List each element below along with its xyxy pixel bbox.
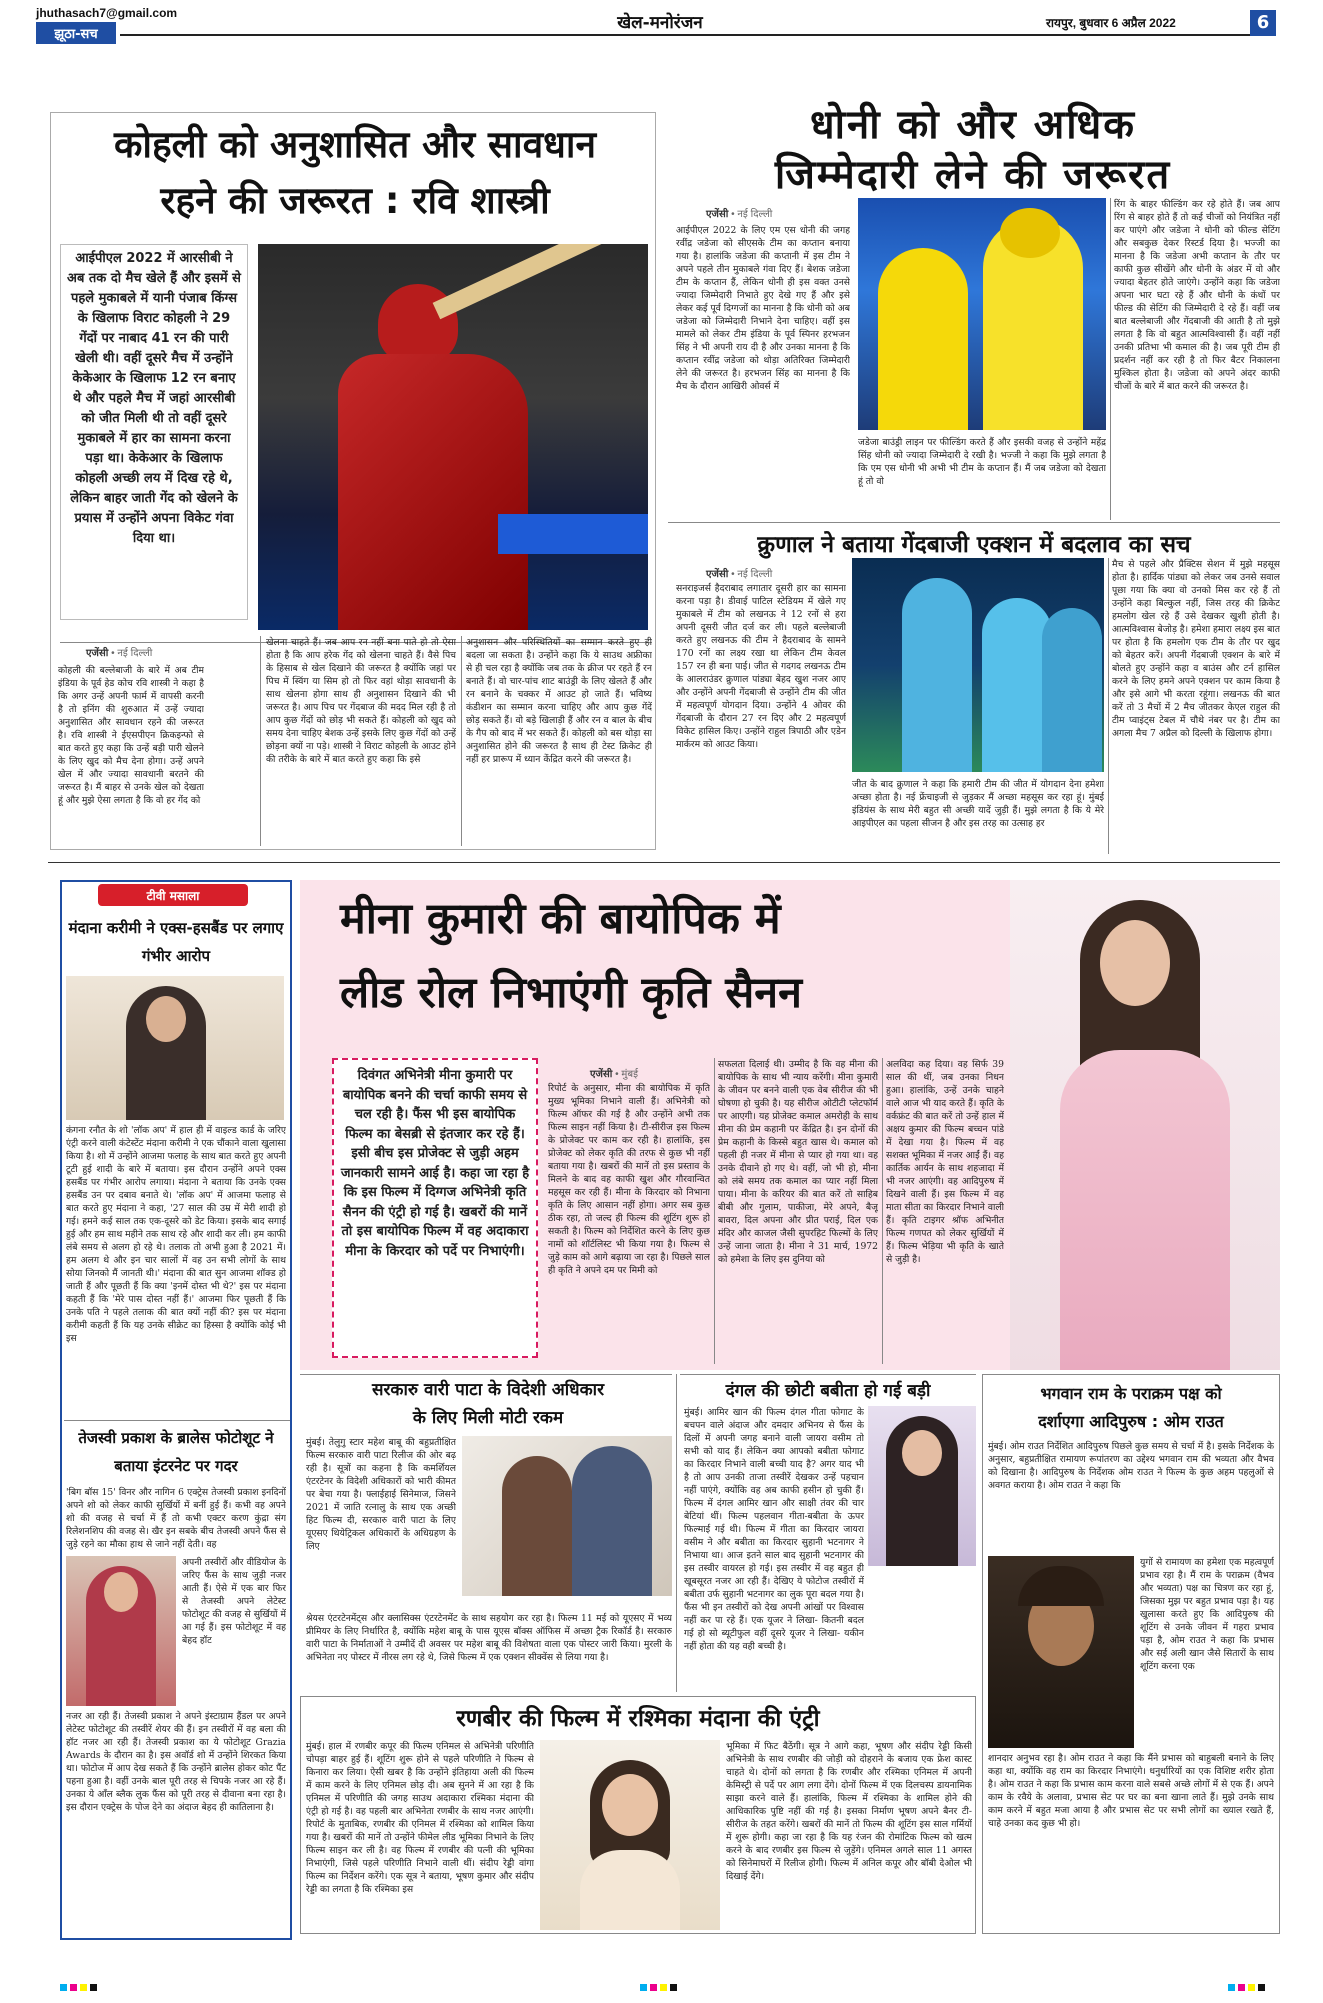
- sarkaru-headline-line1: सरकारु वारी पाटा के विदेशी अधिकार: [371, 1380, 605, 1400]
- sarkaru-photo-man: [572, 1446, 652, 1596]
- mandana-headline: मंदाना करीमी ने एक्स-हसबैंड पर लगाए गंभीर आरोप: [68, 919, 284, 965]
- krunal-headline: क्रुणाल ने बताया गेंदबाजी एक्शन में बदलाव का सच: [757, 532, 1191, 558]
- kriti-photo-dress: [1060, 1050, 1230, 1370]
- meena-intro-box: [332, 1058, 538, 1358]
- kohli-photo-bat: [433, 244, 604, 319]
- krunal-photo-player3: [1042, 608, 1102, 772]
- ranbir-headline: रणबीर की फिल्म में रश्मिका मंदाना की एंट्री: [456, 1706, 820, 1732]
- dangal-headline: दंगल की छोटी बबीता हो गई बड़ी: [725, 1381, 931, 1401]
- tejasswi-text1: 'बिग बॉस 15' विनर और नागिन 6 एक्ट्रेस तेजस्वी प्रकाश इनदिनों अपने शो को लेकर काफी सुर्खियों में बनीं हुई हैं। कभी वह अपने शो की वजह से चर्चा में हैं तो कभी एक्टर करण कुंद्रा संग रिलेशनशिप की वजह से। खैर इन सबके बीच तेजस्वी अपने फैंस से जुड़े रहने का मौका हाथ से जाने नहीं देती। वह: [66, 1487, 286, 1550]
- ranbir-col2: भूमिका में फिट बैठेंगी। सूत्र ने आगे कहा, भूषण और संदीप रेड्डी किसी अभिनेत्री के साथ रणबीर की जोड़ी को दोहराने के बजाय एक फ्रेश कास्ट चाहते थे। दोनों को लगता है कि रणबीर और रश्मिका एनिमल में अपनी केमिस्ट्री से पर्दे पर आग लगा देंगे। दोनों फिल्म में एक दिलचस्प डायनामिक साझा करने वाले हैं। हालांकि, फिल्म में रश्मिका के शामिल होने की आधिकारिक पुष्टि नहीं की गई है। इसका निर्माण भूषण अपने बैनर टी-सीरीज के तहत करेंगे। खबरों की मानें तो फिल्म की शूटिंग इस साल गर्मियों में शुरू होगी। कहा जा रहा है कि यह रंजन की रोमांटिक फिल्म को खत्म करने के बाद रणबीर इस फिल्म से जुड़ेंगे। एनिमल अगले साल 11 अगस्त को सिनेमाघरों में रिलीज होगी। फिल्म में अनिल कपूर और बॉबी देओल भी दिखाई देंगे।: [726, 1741, 972, 1882]
- dhoni-col1: आईपीएल 2022 के लिए एम एस धोनी की जगह रवींद्र जडेजा को सीएसके टीम का कप्तान बनाया गया है। हालांकि जडेजा की कप्तानी में इस टीम ने अपने पहले तीन मुकाबले गंवा दिए हैं। बेशक जडेजा टीम के कप्तान हैं, लेकिन धोनी ही इस वक्त उनसे ज्यादा जिम्मेदारी निभाते हुए देखे गए हैं और इसे लेकर कई पूर्व दिग्गजों का मानना है कि धोनी को अब जडेजा को जिम्मेदारी निभाने देना चाहिए। वहीं इस मामले को लेकर टीम इंडिया के पूर्व स्पिनर हरभजन सिंह ने भी अपनी राय दी है और उनका मानना है कि कप्तान रवींद्र जडेजा को थोड़ा अतिरिक्त जिम्मेदारी लेने की जरूरत है। हरभजन सिंह का मानना है कि मैच के दौरान आखिरी ओवर्स में: [676, 225, 850, 392]
- meena-agency: एजेंसी • मुंबई: [590, 1069, 638, 1080]
- adipurush-headline-line2: दर्शाएगा आदिपुरुष : ओम राउत: [1038, 1412, 1224, 1431]
- mandana-photo: [66, 976, 284, 1120]
- registration-marks-center: [640, 1984, 677, 1991]
- meena-headline-line1: मीना कुमारी की बायोपिक में: [340, 894, 781, 944]
- header-rule: [120, 34, 1275, 36]
- kohli-col-rule2: [461, 636, 462, 846]
- sarkaru-top-rule: [300, 1374, 672, 1375]
- tejasswi-photo-face: [104, 1572, 138, 1612]
- adipurush-col2: युगों से रामायण का हमेशा एक महत्वपूर्ण प्रभाव रहा है। मैं राम के पराक्रम (वैभव और भव्यता) पक्ष का चित्रण कर रहा हूं, जिसका मुझ पर बहुत प्रभाव पड़ा है। यह खुलासा करते हुए कि आदिपुरुष की शूटिंग से उनके जीवन में गहरा प्रभाव पड़ा है, ओम राउत ने कहा कि प्रभास और सई अली खान जैसे सितारों के साथ शूटिंग करना एक: [1140, 1557, 1274, 1672]
- rashmika-photo: [540, 1740, 720, 1930]
- tv-divider: [64, 1420, 290, 1421]
- kohli-col2: खेलना चाहते हैं। जब आप रन नहीं बना पाते हो तो ऐसा होता है कि आप हरेक गेंद को खेलना चाहते हैं। वैसे पिच के हिसाब से खेल दिखाने की जरूरत है क्योंकि जहां पर पिच में स्विंग या सिम हो तो फिर वहां थोड़ा सावधानी के साथ खेलना होगा साथ ही अनुशासन दिखाने की भी जरूरत है। आप पिच पर गेंदबाज की मदद मिल रही है तो आप कुछ गेंदों को छोड़ भी सकते हैं। कोहली को खुद को समय देना चाहिए बेशक उन्हें इसके लिए कुछ गेंदों को उन्हें छोड़ना क्यों ना पड़े। शास्त्री ने विराट कोहली के आउट होने की तरीके के बारे में बात करते हुए कहा कि इसे: [266, 637, 456, 765]
- krunal-col3: मैच से पहले और प्रैक्टिस सेशन में मुझे महसूस होता है। हार्दिक पांड्या को लेकर जब उनसे सवाल पूछा गया कि क्या वो उनको मिस कर रहे हैं तो उन्होंने कहा बिल्कुल नहीं, जिस तरह की क्रिकेट हमलोग खेल रहे हैं उसे देखकर खुशी होती है। आत्मविश्वास बेजोड़ है। हमेशा हमारा लक्ष्य इस बात पर होता है कि हमलोग एक टीम के तौर पर खुद को बेहतर करें। अपनी गेंदबाजी एक्शन के बारे में बोलते हुए उन्होंने कहा व बाउंस और टर्न हासिल करने के लिए हमने अपने एक्शन पर काम किया है और इसे आगे भी करता रहूंगा। लखनऊ की बात करें तो 3 मैचों में 2 मैच जीतकर केएल राहुल की टीम प्वाइंट्स टेबल में चौथे नंबर पर है। टीम का अगला मैच 7 अप्रैल को दिल्ली के खिलाफ होगा।: [1112, 559, 1280, 739]
- krunal-col-rule: [1108, 558, 1109, 854]
- dhoni-photo-player1: [878, 248, 968, 430]
- dangal-photo-face: [902, 1430, 942, 1476]
- sarkaru-photo-woman: [502, 1456, 572, 1596]
- dhoni-col3: रिंग के बाहर फील्डिंग कर रहे होते हैं। जब आप रिंग से बाहर होते हैं तो कई चीजों को नियंत्रित नहीं कर पाएंगे और जडेजा ने धोनी को फील्ड सेटिंग और सबकुछ देकर रिस्टर्ड दिया है। भज्जी का मानना है कि जडेजा अभी कप्तान के तौर पर काफी कुछ सीखेंगे और धोनी के अंडर में वो और ज्यादा बेहतर होते जाएंगे। उन्होंने कहा कि जडेजा अपना भार घटा रहे हैं और धोनी के कंधों पर फील्ड की सेटिंग की जिम्मेदारी दे रहे हैं। वहीं जब बात बल्लेबाजी और गेंदबाजी की आती है तो मुझे लगता है कि वो बहुत आत्मविश्वासी हैं। वहीं नहीं उनकी प्रतिभा भी कमाल की है। जब पूरी टीम ही प्रदर्शन नहीं कर रही है तो फिर बैटर निकालना मुश्किल होता है। जडेजा को अपने अंदर काफी चीजों के बारे में बात करने की जरूरत है।: [1114, 199, 1280, 392]
- dangal-left-rule: [676, 1374, 677, 1692]
- dangal-photo: [868, 1406, 976, 1566]
- kohli-intro-text: आईपीएल 2022 में आरसीबी ने अब तक दो मैच खेले हैं और इसमें से पहले मुकाबले में यानी पंजाब किंग्स के खिलाफ विराट कोहली ने 29 गेंदों पर नाबाद 41 रन की पारी खेली थी। वहीं दूसरे मैच में उन्होंने केकेआर के खिलाफ 12 रन बनाए थे और पहले मैच में जहां आरसीबी को जीत मिली थी तो वहीं दूसरे मुकाबले में हार का सामना करना पड़ा था। केकेआर के खिलाफ कोहली अच्छी लय में दिख रहे थे, लेकिन बाहर जाती गेंद को खेलने के प्रयास में उन्होंने अपना विकेट गंवा दिया था।: [67, 251, 241, 546]
- registration-marks-right: [1228, 1984, 1265, 1991]
- dateline: रायपुर, बुधवार 6 अप्रैल 2022: [1046, 16, 1176, 30]
- page-number: 6: [1250, 10, 1276, 36]
- kohli-photo-body: [338, 354, 528, 630]
- krunal-agency: एजेंसी • नई दिल्ली: [706, 569, 773, 580]
- meena-intro-text: दिवंगत अभिनेत्री मीना कुमारी पर बायोपिक बनने की चर्चा काफी समय से चल रही है। फैंस भी इस बायोपिक फिल्म का बेसब्री से इंतजार कर रहे हैं। इसी बीच इस प्रोजेक्ट से जुड़ी अहम जानकारी सामने आई है। कहा जा रहा है कि इस फिल्म में दिग्गज अभिनेत्री कृति सैनन की एंट्री हो गई है। खबरों की मानें तो इस बायोपिक फिल्म में वह अदाकारा मीना के किरदार को पर्दे पर निभाएंगी।: [340, 1068, 530, 1259]
- krunal-col1: सनराइजर्स हैदराबाद लगातार दूसरी हार का सामना करना पड़ा है। डीवाई पाटिल स्टेडियम में खेले गए मुकाबले में टीम को लखनऊ ने 12 रनों से हरा अपनी दूसरी जीत दर्ज कर ली। पहले बल्लेबाजी करते हुए लखनऊ की टीम ने हैदराबाद के सामने 170 रनों का लक्ष्य रखा था लेकिन टीम केवल 157 रन ही बना पाई। जीत से गदगद लखनऊ टीम के आलराउंडर क्रुणाल पांड्या बेहद खुश नजर आए और उन्होंने अपनी गेंदबाजी से उन्होंने टीम की जीत में महत्वपूर्ण योगदान दिया। उन्होंने 4 ओवर की गेंदबाजी के दौरान 27 रन दिए और 2 महत्वपूर्ण विकेट हासिल किए। उन्होंने राहुल त्रिपाठी और एडेन मार्करम को आउट किया।: [676, 583, 846, 750]
- krunal-photo-player1: [902, 578, 972, 772]
- kriti-photo-face: [1100, 920, 1170, 1006]
- email-text: jhuthasach7@gmail.com: [36, 6, 178, 20]
- sarkaru-col2: श्रेयस एंटरटेनमेंट्स और क्लासिक्स एंटरटेनमेंट के साथ सहयोग कर रहा है। फिल्म 11 मई को यूएसए में भव्य प्रीमियर के लिए निर्धारित है, क्योंकि महेश बाबू के पास यूएस बॉक्स ऑफिस में अच्छा ट्रैक रिकॉर्ड है। सरकारु वारी पाटा के निर्माताओं ने उम्मीदें दी अवसर पर महेश बाबू की विशेषता वाला एक पोस्टर जारी किया। मुरली के अभिनेता नए पोस्टर में नीरस लग रहे थे, जिसे फिल्म में एक एक्शन सीक्वेंस से लिया गया है।: [306, 1613, 672, 1663]
- tejasswi-text2: अपनी तस्वीरों और वीडियोज के जरिए फैंस के साथ जुड़ी नजर आती हैं। ऐसे में एक बार फिर से तेजस्वी अपने लेटेस्ट फोटोशूट की वजह से सुर्खियों में आ गई हैं। इस फोटोशूट में वह बेहद हॉट: [182, 1557, 286, 1646]
- sarkaru-col1: मुंबई। तेलुगु स्टार महेश बाबू की बहुप्रतीक्षित फिल्म सरकारु वारी पाटा रिलीज की ओर बढ़ रही है। सूत्रों का कहना है कि कमर्शियल एंटरटेनर के विदेशी अधिकारों को भारी कीमत पर बेचा गया है। फ्लाईहाई सिनेमाज, जिसने 2021 में जाति रत्नालु के साथ एक अच्छी हिट फिल्म दी, सरकारु वारी पाटा के लिए यूएसए थियेट्रिकल अधिकारों के अधिग्रहण के लिए: [306, 1437, 456, 1552]
- sarkaru-headline-line2: के लिए मिली मोटी रकम: [412, 1408, 564, 1428]
- dhoni-headline-line1: धोनी को और अधिक: [810, 102, 1136, 148]
- meena-col-rule2: [882, 1058, 883, 1364]
- mandana-text: कंगना रनौत के शो 'लॉक अप' में हाल ही में वाइल्ड कार्ड के जरिए एंट्री करने वाली कंटेस्टेंट मंदाना करीमी ने एक चौंकाने वाला खुलासा किया है। शो में उन्होंने आजमा फलाह के साथ बात करते हुए अपनी टूटी हुई शादी के बारे में बताया। इस दौरान उन्होंने अपने एक्स हसबैंड पर गंभीर आरोप लगाया। मंदाना ने बताया कि उनके एक्स हसबैंड उन पर दबाव बनाते थे। 'लॉक अप' में आजमा फलाह से बात करते हुए मंदाना ने कहा, '27 साल की उम्र में मेरी शादी हो गई। हमने कई साल तक एक-दूसरे को डेट किया। इसके बाद सगाई हुई और हम साथ महीने तक साथ रहे और शादी कर ली। हम काफी लंबे समय से अलग हो रहे थे। तलाक तो अभी हुआ है 2021 में। हम अलग थे और इन चार सालों में वह उन सभी लोगों के साथ सोया जिनको मैं जानती थी।' मंदाना की बात सुन आजमा शॉक्ड हो जाती हैं और पूछती हैं कि क्या 'इनमें दोस्त भी थे?' इस पर मंदाना कहती हैं कि 'मेरे पास दोस्त नहीं हैं।' आजमा फिर पूछती हैं कि उनके पति ने पहले तलाक की बात क्यों नहीं की? इस पर मंदाना करीमी कहती हैं कि यह उनके सीक्रेट का हिस्सा है क्योंकि कोई भी इस: [66, 1125, 286, 1344]
- mandana-photo-face: [146, 996, 186, 1042]
- rashmika-photo-dress: [580, 1850, 680, 1930]
- kohli-headline-line1: कोहली को अनुशासित और सावधान: [113, 123, 597, 166]
- dhoni-col2: जडेजा बाउंड्री लाइन पर फील्डिंग करते हैं और इसकी वजह से उन्होंने महेंद्र सिंह धोनी को ज्यादा जिम्मेदारी दे रखी है। भज्जी ने कहा कि मुझे लगता है कि एम एस धोनी भी अभी भी टीम के कप्तान हैं। मैं जब जडेजा को देखता हूं तो वो: [858, 437, 1106, 487]
- rashmika-photo-face: [602, 1774, 658, 1836]
- ranbir-col1: मुंबई। हाल में रणबीर कपूर की फिल्म एनिमल से अभिनेत्री परिणीति चोपड़ा बाहर हुई हैं। शूटिंग शुरू होने से पहले परिणीति ने फिल्म से किनारा कर लिया। ऐसी खबर है कि उन्होंने इंतिहाया अली की फिल्म में काम करने के लिए एनिमल छोड़ दी। अब सुनने में आ रहा है कि एनिमल में परिणीति की जगह साउथ अदाकारा रश्मिका मंदाना की एंट्री हो गई है। वह पहली बार अभिनेता रणबीर के साथ नजर आएंगी। रिपोर्ट के मुताबिक, रणबीर की एनिमल में रश्मिका को शामिल किया गया है। खबरों की मानें तो उन्होंने फीमेल लीड भूमिका निभाने के लिए फिल्म साइन कर ली है। वह फिल्म में रणबीर की पत्नी की भूमिका निभाएंगी, जिसे पहले परिणीति निभाने वाली थीं। संदीप रेड्डी वांगा फिल्म का निर्देशन करेंगे। एक सूत्र ने बताया, भूषण कुमार और संदीप रेड्डी का लगता है कि रश्मिका इस: [306, 1741, 534, 1895]
- mid-page-rule: [48, 862, 1280, 863]
- krunal-col2: जीत के बाद क्रुणाल ने कहा कि हमारी टीम की जीत में योगदान देना हमेशा अच्छा होता है। नई फ्रेंचाइजी से जुड़कर मैं अच्छा महसूस कर रहा हूं। मुंबई इंडियंस के साथ मेरी बहुत सी अच्छी यादें जुड़ी हैं। मुझे लगता है कि ये मेरे आइपीएल का पहला सीजन है और इस तरह का उत्साह हर: [852, 779, 1104, 829]
- krunal-photo: [852, 558, 1104, 772]
- kohli-headline-line2: रहने की जरूरत : रवि शास्त्री: [160, 179, 550, 222]
- adipurush-col1: मुंबई। ओम राउत निर्देशित आदिपुरुष पिछले कुछ समय से चर्चा में है। इसके निर्देशक के अनुसार, बहुप्रतीक्षित रामायण रूपांतरण का उद्देश्य भगवान राम की भव्यता और वैभव को दिखाना है। आदिपुरुष के निर्देशक ओम राउत ने फिल्म के कुछ अहम पहलुओं से अवगत कराया है। ओम राउत ने कहा कि: [988, 1441, 1274, 1491]
- dangal-top-rule: [680, 1374, 976, 1375]
- meena-headline-line2: लीड रोल निभाएंगी कृति सैनन: [340, 968, 803, 1018]
- meena-col3: अलविदा कह दिया। वह सिर्फ 39 साल की थीं, जब उनका निधन हुआ। हालांकि, उन्हें उनके चाहने वाले आज भी याद करते हैं। कृति के वर्कफ्रंट की बात करें तो उन्हें हाल में अक्षय कुमार की फिल्म बच्चन पांडे में देखा गया है। फिल्म में वह सशक्त भूमिका में नजर आईं हैं। वह कार्तिक आर्यन के साथ शहजादा में भी नजर आएंगी। वह आदिपुरुष में दिखने वाली हैं। इस फिल्म में वह माता सीता का किरदार निभाने वाली हैं। कृति टाइगर श्रॉफ अभिनीत फिल्म गणपत को लेकर सुर्खियों में हैं। फिल्म भेड़िया भी कृति के खाते से जुड़ी है।: [886, 1059, 1004, 1265]
- adipurush-photo-hair: [1018, 1566, 1104, 1606]
- sarkaru-photo: [462, 1436, 672, 1596]
- kohli-photo-boards: [498, 514, 648, 554]
- tejasswi-headline: तेजस्वी प्रकाश के ब्रालेस फोटोशूट ने बताया इंटरनेट पर गदर: [78, 1429, 274, 1475]
- meena-col1: रिपोर्ट के अनुसार, मीना की बायोपिक में कृति मुख्य भूमिका निभाने वाली हैं। अभिनेत्री को फिल्म ऑफर की गई है और उन्होंने अभी तक फिल्म साइन नहीं किया है। टी-सीरीज इस फिल्म के प्रोजेक्ट पर काम कर रही है। हालांकि, इस प्रोजेक्ट को लेकर कृति की तरफ से कुछ भी नहीं बताया गया है। खबरों की मानें तो इस प्रस्ताव के मिलने के बाद वह काफी खुश और गौरवान्वित महसूस कर रही हैं। मीना के किरदार को निभाना कृति के लिए आसान नहीं होगा। अगर सब कुछ ठीक रहा, तो जल्द ही फिल्म की शूटिंग शुरू हो सकती है। फिल्म को निर्देशित करने के लिए कुछ नामों को शॉर्टलिस्ट भी किया गया है। फिल्म से जुड़े काम को आगे बढ़ाया जा रहा है। पिछले साल ही कृति ने अपने दम पर मिमी को: [548, 1083, 710, 1276]
- dhoni-headline-line2: जिम्मेदारी लेने की जरूरत: [774, 152, 1172, 198]
- dhoni-col-rule: [1110, 198, 1111, 520]
- dhoni-agency: एजेंसी • नई दिल्ली: [706, 209, 773, 220]
- registration-marks-left: [60, 1984, 97, 1991]
- kriti-photo: [1010, 880, 1280, 1370]
- kohli-agency: एजेंसी • नई दिल्ली: [86, 648, 153, 659]
- dhoni-photo: [858, 198, 1106, 430]
- meena-col-rule1: [714, 1058, 715, 1364]
- section-title: खेल-मनोरंजन: [560, 10, 760, 33]
- tejasswi-text3: नजर आ रही हैं। तेजस्वी प्रकाश ने अपने इंस्टाग्राम हैंडल पर अपने लेटेस्ट फोटोशूट की तस्वीरें शेयर की हैं। इन तस्वीरों में वह बला की हॉट नजर आ रही हैं। तेजस्वी प्रकाश का ये फोटोशूट Grazia Awards के दौरान का है। इस अवॉर्ड शो में उन्होंने शिरकत किया था। फोटोज में आप देख सकते हैं कि उन्होंने ब्रालेस होकर कोट पैंट पहना हुआ है। वहीं उनके बाल पूरी तरह से चिपके नजर आ रहे हैं। उनका ये आँल ब्लैक लुक फैंस को पूरी तरह से दीवाना बना रहा है। इस दौरान एक्ट्रेस के पोज देने का अंदाज बेहद ही कातिलाना है।: [66, 1711, 286, 1813]
- kohli-col3: अनुशासन और परिस्थितियों का सम्मान करते हुए ही बदला जा सकता है। उन्होंने कहा कि ये साउथ अफ्रीका से ही चल रहा है क्योंकि जब तक के क्रीज पर रहते हैं रन बनाते हैं। वो चार-पांच शाट बाउंड्री के लिए खेलते हैं और रन बनाने के चक्कर में आउट हो जाते हैं। भविष्य कंडीशन का सम्मान करना चाहिए और आप कुछ गेंदें छोड़ सकते हैं। वो बड़े खिलाड़ी हैं और रन व बाल के बीच के गैप को बाद में भर सकते हैं। कोहली को बस थोड़ा सा अनुशासित होने की जरूरत है साथ ही टेस्ट क्रिकेट ही नहीं हर प्रारूप में ध्यान केंद्रित करने की जरूरत है।: [466, 637, 652, 765]
- dhoni-photo-helmet: [1000, 208, 1060, 258]
- brand-label: झूठा-सच: [54, 27, 98, 42]
- kohli-col-rule1: [260, 636, 261, 846]
- adipurush-headline-line1: भगवान राम के पराक्रम पक्ष को: [1040, 1384, 1222, 1403]
- kohli-photo: [258, 244, 648, 630]
- krunal-top-rule: [668, 522, 1280, 523]
- tv-label: टीवी मसाला: [146, 889, 200, 903]
- adipurush-col3: शानदार अनुभव रहा है। ओम राउत ने कहा कि मैंने प्रभास को बाहुबली बनाने के लिए कहा था, क्योंकि वह राम का किरदार निभाएंगे। धनुर्धारियों का एक विशिष्ट शरीर होता है। ओम राउत ने कहा कि प्रभास काम करना वाले सबसे अच्छे लोगों में से एक हैं। अपने काम के रवैये के अलावा, प्रभास सेट पर घर का बना खाना लाते हैं। मुझे उनके साथ काम करने में बहुत मजा आया है और प्रभास सेट पर सभी लोगों का ख्याल रखते हैं, चाहे उनका कद कुछ भी हो।: [988, 1753, 1274, 1829]
- kohli-intro-box: [60, 244, 248, 620]
- meena-col2: सफलता दिलाई थी। उम्मीद है कि वह मीना की बायोपिक के साथ भी न्याय करेंगी। मीना कुमारी के जीवन पर बनने वाली एक वेब सीरीज की भी घोषणा हो चुकी है। यह सीरीज ओटीटी प्लेटफॉर्म पर आएगी। यह प्रोजेक्ट कमाल अमरोही के साथ मीना की प्रेम कहानी पर केंद्रित है। इन दोनों की प्रेम कहानी के किस्से बहुत खास थे। कमाल को पहली ही नजर में मीना से प्यार हो गया था। वह उनके दीवाने हो गए थे। वहीं, जो भी हो, मीना को लंबे समय तक कमाल का प्यार नहीं मिला पाया। मीना के करियर की बात करें तो साहिब बीबी और गुलाम, पाकीजा, मेरे अपने, बैजू बावरा, दिल अपना और प्रीत पराई, दिल एक मंदिर और काजल जैसी सुपरहिट फिल्मों के लिए उन्हें जाना जाता है। मीना ने 31 मार्च, 1972 को हमेशा के लिए इस दुनिया को: [718, 1059, 878, 1265]
- dangal-col1: मुंबई। आमिर खान की फिल्म दंगल गीता फोगाट के बचपन वाले अंदाज और दमदार अभिनय से फैंस के दिलों में अपनी जगह बनाने वाली जायरा वसीम तो सभी को याद हैं। लेकिन क्या आपको बबीता फोगाट का किरदार निभाने वाली बच्ची याद है? अगर याद भी है तो आप उनकी ताजा तस्वीरें देखकर उन्हें पहचान नहीं पाएंगे, क्योंकि वह अब काफी हसीन हो चुकी हैं। फिल्म में दंगल आमिर खान और साक्षी तंवर की चार बेटियां थीं। फिल्म पहलवान गीता-बबीता के ऊपर फिल्माई गई थी। फिल्म में गीता का किरदार जायरा वसीम ने और बबीता का किरदार सुहानी भटनागर ने निभाया था। आज इतने साल बाद सुहानी भटनागर की इस तस्वीर वायरल हो गई। इस तस्वीर में वह बहुत ही खूबसूरत नजर आ रही हैं। देखिए ये फोटोज तस्वीरों में बबीता उर्फ सुहानी भटनागर का लुक पूरा बदल गया है। फैंस भी इन तस्वीरों को देख अपनी आंखों पर विश्वास नहीं कर पा रहे हैं। एक यूजर ने लिखा- कितनी बदल गई हो सो ब्यूटीफुल वहीं दूसरे यूजर ने लिखा- यकीन नहीं होता की यह वही बच्ची है।: [684, 1407, 864, 1652]
- kohli-col1: कोहली की बल्लेबाजी के बारे में अब टीम इंडिया के पूर्व हेड कोच रवि शास्त्री ने कहा है कि अगर उन्हें अपनी फार्म में वापसी करनी है तो इनिंग की शुरुआत में उन्हें ज्यादा अनुशासित और सावधान रहने की जरूरत है। रवि शास्त्री ने ईएसपीएन क्रिकइन्फो से बात करते हुए कहा कि उन्हें बड़ी पारी खेलने के लिए खुद को मैच देना होगा। उन्हें अपने खेल में और ज्यादा सावधानी बरतने की जरूरत है। मैं बाहर से उनके खेल को देखता हूं और मुझे ऐसा लगता है कि वो हर गेंद को: [58, 665, 204, 806]
- adipurush-photo: [988, 1556, 1134, 1748]
- kohli-col1b: [208, 664, 256, 844]
- tejasswi-photo: [66, 1556, 176, 1706]
